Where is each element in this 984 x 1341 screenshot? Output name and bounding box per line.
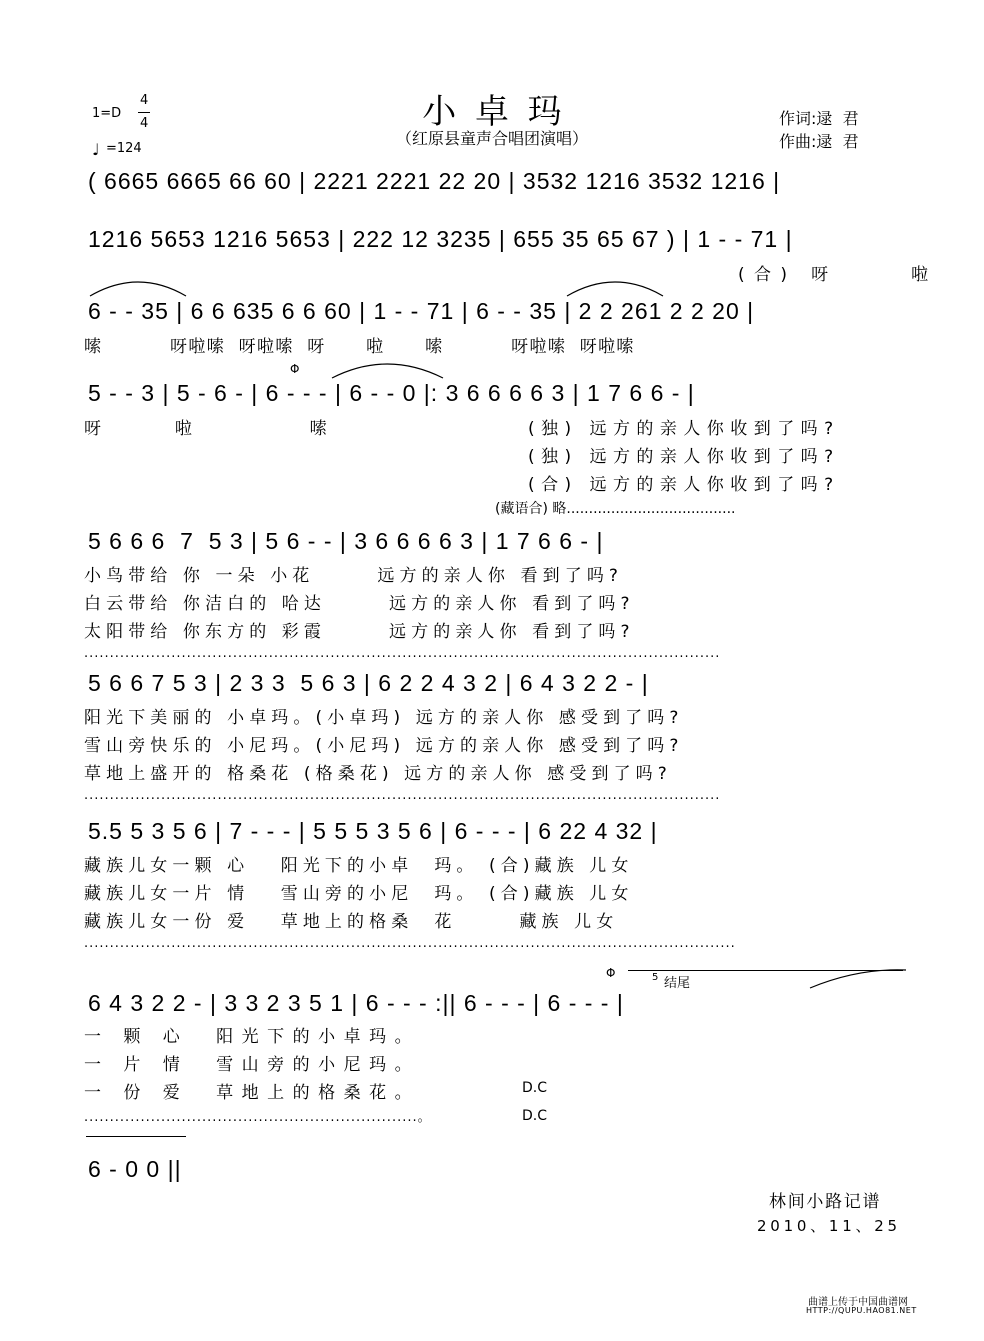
slur-mark xyxy=(565,274,665,298)
score-row-2: 1216 5653 1216 5653 | 222 12 3235 | 655 35 65 67 ) | 1 - - 71 | xyxy=(88,226,793,252)
time-signature-top: 4 xyxy=(140,93,149,108)
tempo-value: =124 xyxy=(106,141,142,156)
watermark-url: HTTP://QUPU.HAO81.NET xyxy=(806,1306,917,1315)
verse-1-line-6: 阳光下美丽的 小卓玛。(小卓玛) 远方的亲人你 感受到了吗? xyxy=(84,708,684,728)
lyricist: 作词:逯 君 xyxy=(779,109,859,128)
verse-3-line-8: 一 份 爱 草地上的格桑花。 xyxy=(84,1083,421,1103)
transcriber: 林间小路记谱 xyxy=(769,1192,882,1212)
tie-mark xyxy=(330,356,445,380)
lyric-row-2: (合) 呀 啦 xyxy=(738,265,938,285)
score-row-5: 5 6 6 6 7 5 3 | 5 6 - - | 3 6 6 6 6 3 | 1 7 6 6 - | xyxy=(88,528,604,554)
score-row-6: 5 6 6 7 5 3 | 2 3 3 5 6 3 | 6 2 2 4 3 2 | 6 4 3 2 2 - | xyxy=(88,670,649,696)
transcription-date: 2010、11、25 xyxy=(757,1217,901,1235)
composer: 作曲:逯 君 xyxy=(779,132,859,151)
lyric-row-3: 嗦 呀啦嗦 呀啦嗦 呀 啦 嗦 呀啦嗦 呀啦嗦 xyxy=(84,337,635,357)
time-signature-bottom: 4 xyxy=(140,116,149,131)
verse-2-line-6: 雪山旁快乐的 小尼玛。(小尼玛) 远方的亲人你 感受到了吗? xyxy=(84,736,684,756)
coda-label: 结尾 xyxy=(664,976,691,991)
verse-2-line-5: 白云带给 你洁白的 哈达 远方的亲人你 看到了吗? xyxy=(84,594,635,614)
dc-mark: D.C xyxy=(522,1108,548,1124)
tie-line xyxy=(86,1136,186,1137)
coda-bracket-line xyxy=(628,970,903,971)
time-signature-divider xyxy=(138,112,150,113)
verse-3-line-6: 草地上盛开的 格桑花 (格桑花) 远方的亲人你 感受到了吗? xyxy=(84,764,672,784)
verse-1-line-5: 小鸟带给 你 一朵 小花 远方的亲人你 看到了吗? xyxy=(84,566,624,586)
dotted-placeholder-line: ............................................................................................................................ xyxy=(84,646,721,661)
verse-2-line-8: 一 片 情 雪山旁的小尼玛。 xyxy=(84,1055,421,1075)
score-row-8: 6 4 3 2 2 - | 3 3 2 3 5 1 | 6 - - - :|| 6 - - - | 6 - - - | xyxy=(88,990,624,1016)
verse-3-line-7: 藏族儿女一份 爱 草地上的格桑 花 藏族 儿女 xyxy=(84,912,619,932)
dotted-placeholder-line: ............................................................................................................................... xyxy=(84,936,736,951)
verse-1-line-8: 一 颗 心 阳光下的小卓玛。 xyxy=(84,1027,421,1047)
watermark-text: 曲谱上传于中国曲谱网 xyxy=(808,1297,908,1308)
dc-mark: D.C xyxy=(522,1080,548,1096)
quarter-note-icon: ♩ xyxy=(92,140,100,159)
verse-3-line-5: 太阳带给 你东方的 彩霞 远方的亲人你 看到了吗? xyxy=(84,622,635,642)
verse-1-line-4: (独) 远方的亲人你收到了吗? xyxy=(528,419,840,439)
verse-1-line-7: 藏族儿女一颗 心 阳光下的小卓 玛。 (合)藏族 儿女 xyxy=(84,856,634,876)
verse-2-line-7: 藏族儿女一片 情 雪山旁的小尼 玛。 (合)藏族 儿女 xyxy=(84,884,634,904)
coda-sign: Φ xyxy=(290,362,300,376)
score-row-3: 6 - - 35 | 6 6 635 6 6 60 | 1 - - 71 | 6 - - 35 | 2 2 261 2 2 20 | xyxy=(88,298,755,324)
dotted-placeholder-line: .................................................................。 xyxy=(84,1110,432,1125)
verse-3-line-4: (合) 远方的亲人你收到了吗? xyxy=(528,475,840,495)
score-row-1: ( 6665 6665 66 60 | 2221 2221 22 20 | 3532 1216 3532 1216 | xyxy=(88,168,781,194)
key-signature: 1=D xyxy=(92,106,122,121)
dotted-placeholder-line: ............................................................................................................................ xyxy=(84,788,721,803)
score-row-9: 6 - 0 0 || xyxy=(88,1156,182,1182)
slur-mark xyxy=(88,274,188,298)
lyric-row-4: 呀 啦 嗦 xyxy=(84,419,331,439)
score-row-4: 5 - - 3 | 5 - 6 - | 6 - - - | 6 - - 0 |: 3 6 6 6 6 3 | 1 7 6 6 - | xyxy=(88,380,695,406)
verse-4-line-4: (藏语合) 略...................................... xyxy=(495,501,736,517)
verse-2-line-4: (独) 远方的亲人你收到了吗? xyxy=(528,447,840,467)
song-subtitle: （红原县童声合唱团演唱） xyxy=(395,129,588,148)
song-title: 小卓玛 xyxy=(422,92,581,132)
grace-note: 5 xyxy=(652,972,659,983)
score-row-7: 5.5 5 3 5 6 | 7 - - - | 5 5 5 3 5 6 | 6 - - - | 6 22 4 32 | xyxy=(88,818,658,844)
coda-sign: Φ xyxy=(606,966,616,980)
